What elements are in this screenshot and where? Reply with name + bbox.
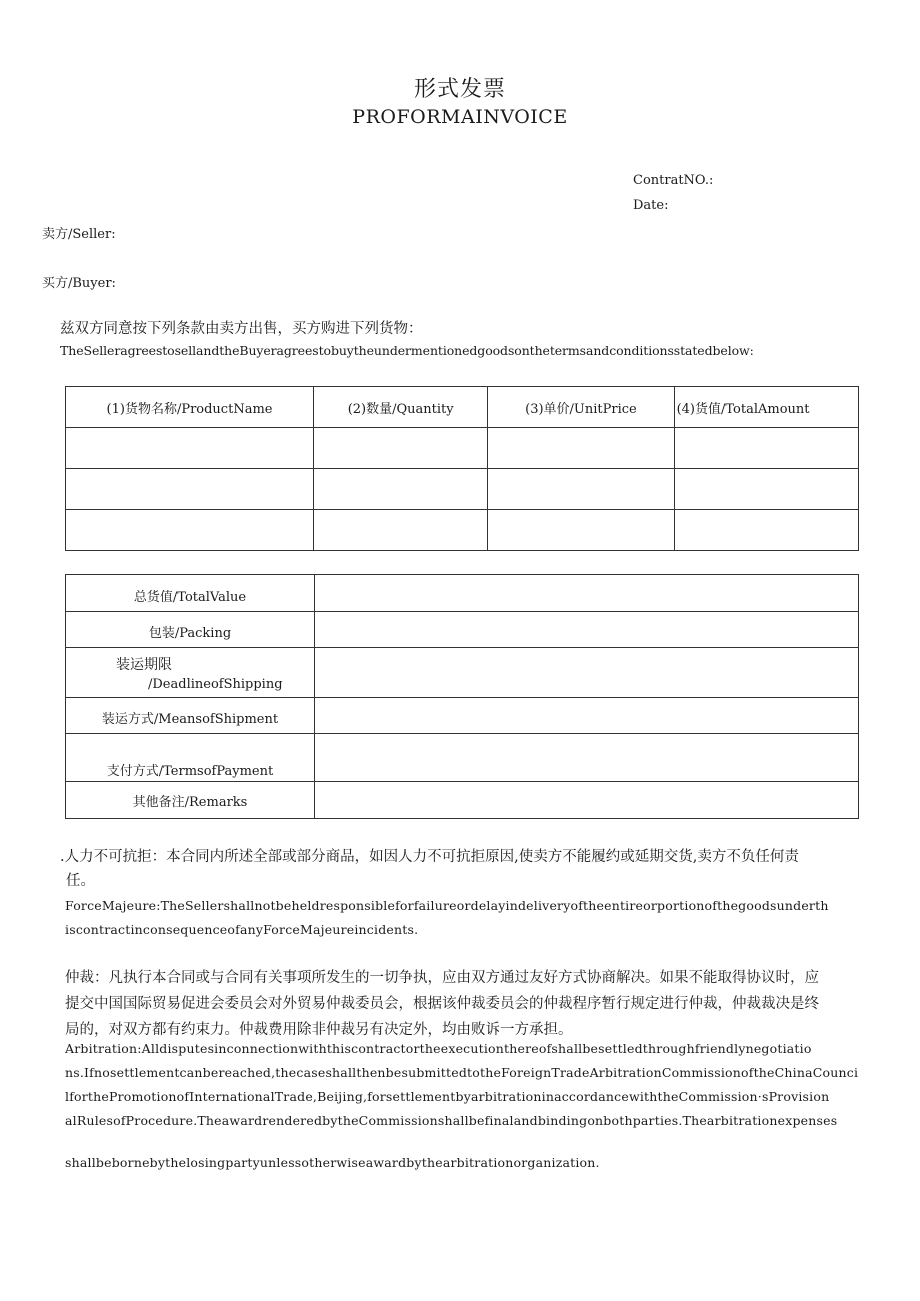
goods-table-header-row [66, 387, 859, 428]
terms-row-means [66, 698, 859, 734]
force-majeure-en-line-1: ForceMajeure:TheSellershallnotbeheldresponsibleforfailureordelayindeliveryoftheentireorportionofthegoodsunderth [65, 898, 829, 913]
cell-unit-price[interactable] [488, 510, 674, 551]
cell-product-name[interactable] [66, 469, 314, 510]
header-unit-price: (3)单价/UnitPrice [488, 387, 674, 428]
terms-table [65, 574, 859, 819]
arbitration-en-line-3: lforthePromotionofInternationalTrade,Beijing,forsettlementbyarbitrationinaccordancewiththeCommission·sProvision [65, 1089, 830, 1104]
cell-unit-price[interactable] [488, 469, 674, 510]
cell-total-amount[interactable] [674, 428, 858, 469]
terms-row-total-value [66, 575, 859, 612]
agreement-en: TheSelleragreestosellandtheBuyeragreestobuytheundermentionedgoodsonthetermsandconditionsstatedbelow: [60, 343, 754, 358]
cell-product-name[interactable] [66, 428, 314, 469]
deadline-label-en: /DeadlineofShipping [148, 677, 283, 692]
buyer-label: 买方/Buyer: [42, 276, 116, 291]
terms-row-packing [66, 612, 859, 648]
cell-quantity[interactable] [314, 510, 488, 551]
deadline-label [66, 648, 315, 698]
arbitration-en-line-4: alRulesofProcedure.TheawardrenderedbytheCommissionshallbefinalandbindingonbothparties.Thearbitrationexpenses [65, 1113, 838, 1128]
force-majeure-en-line-2: iscontractinconsequenceofanyForceMajeureincidents. [65, 922, 419, 937]
remarks-field[interactable] [315, 782, 859, 819]
terms-row-deadline [66, 648, 859, 698]
header-total-amount: (4)货值/TotalAmount [674, 387, 858, 428]
goods-table [65, 386, 859, 551]
force-majeure-en [65, 894, 880, 942]
terms-of-payment-label: 支付方式/TermsofPayment [66, 734, 315, 782]
packing-field[interactable] [315, 612, 859, 648]
agreement-cn: 兹双方同意按下列条款由卖方出售，买方购进下列货物： [60, 321, 423, 337]
title-chinese: 形式发票 [413, 77, 506, 102]
arbitration-en [65, 1037, 880, 1133]
arbitration-en-line-5: shallbebornebythelosingpartyunlessotherwiseawardbythearbitrationorganization. [65, 1155, 600, 1170]
arbitration-cn-line-2: 提交中国国际贸易促进会委员会对外贸易仲裁委员会，根据该仲裁委员会的仲裁程序暂行规定进行仲裁，仲裁裁决是终 [65, 996, 819, 1012]
remarks-label: 其他备注/Remarks [66, 782, 315, 819]
force-majeure-cn [60, 845, 860, 893]
packing-label: 包装/Packing [66, 612, 315, 648]
total-value-label: 总货值/TotalValue [66, 575, 315, 612]
total-value-field[interactable] [315, 575, 859, 612]
table-row [66, 469, 859, 510]
means-of-shipment-label: 装运方式/MeansofShipment [66, 698, 315, 734]
cell-quantity[interactable] [314, 428, 488, 469]
table-row [66, 428, 859, 469]
cell-unit-price[interactable] [488, 428, 674, 469]
terms-row-payment [66, 734, 859, 782]
cell-product-name[interactable] [66, 510, 314, 551]
cell-quantity[interactable] [314, 469, 488, 510]
arbitration-en-line-1: Arbitration:Alldisputesinconnectionwiththiscontractortheexecutionthereofshallbesettledthroughfriendlynegotiatio [65, 1041, 812, 1056]
deadline-label-cn: 装运期限 [116, 657, 172, 673]
date-label: Date: [633, 198, 669, 213]
force-majeure-cn-line-1: .人力不可抗拒：本合同内所述全部或部分商品，如因人力不可抗拒原因,使卖方不能履约或延期交货,卖方不负任何责 [60, 849, 799, 865]
contract-no-label: ContratNO.: [633, 173, 714, 188]
force-majeure-cn-line-2: 任。 [66, 873, 95, 889]
seller-label: 卖方/Seller: [42, 227, 116, 242]
header-quantity: (2)数量/Quantity [314, 387, 488, 428]
arbitration-cn-line-3: 局的，对双方都有约束力。仲裁费用除非仲裁另有决定外，均由败诉一方承担。 [65, 1022, 573, 1038]
header-product-name: (1)货物名称/ProductName [66, 387, 314, 428]
deadline-field[interactable] [315, 648, 859, 698]
terms-of-payment-field[interactable] [315, 734, 859, 782]
arbitration-cn [65, 965, 865, 1043]
table-row [66, 510, 859, 551]
cell-total-amount[interactable] [674, 469, 858, 510]
terms-row-remarks [66, 782, 859, 819]
arbitration-cn-line-1: 仲裁：凡执行本合同或与合同有关事项所发生的一切争执，应由双方通过友好方式协商解决。如果不能取得协议时，应 [65, 970, 819, 986]
arbitration-en-line-2: ns.Ifnosettlementcanbereached,thecaseshallthenbesubmittedtotheForeignTradeArbitrationCommissionoftheChinaCounci [65, 1065, 859, 1080]
title-english: PROFORMAINVOICE [352, 106, 568, 128]
means-of-shipment-field[interactable] [315, 698, 859, 734]
cell-total-amount[interactable] [674, 510, 858, 551]
